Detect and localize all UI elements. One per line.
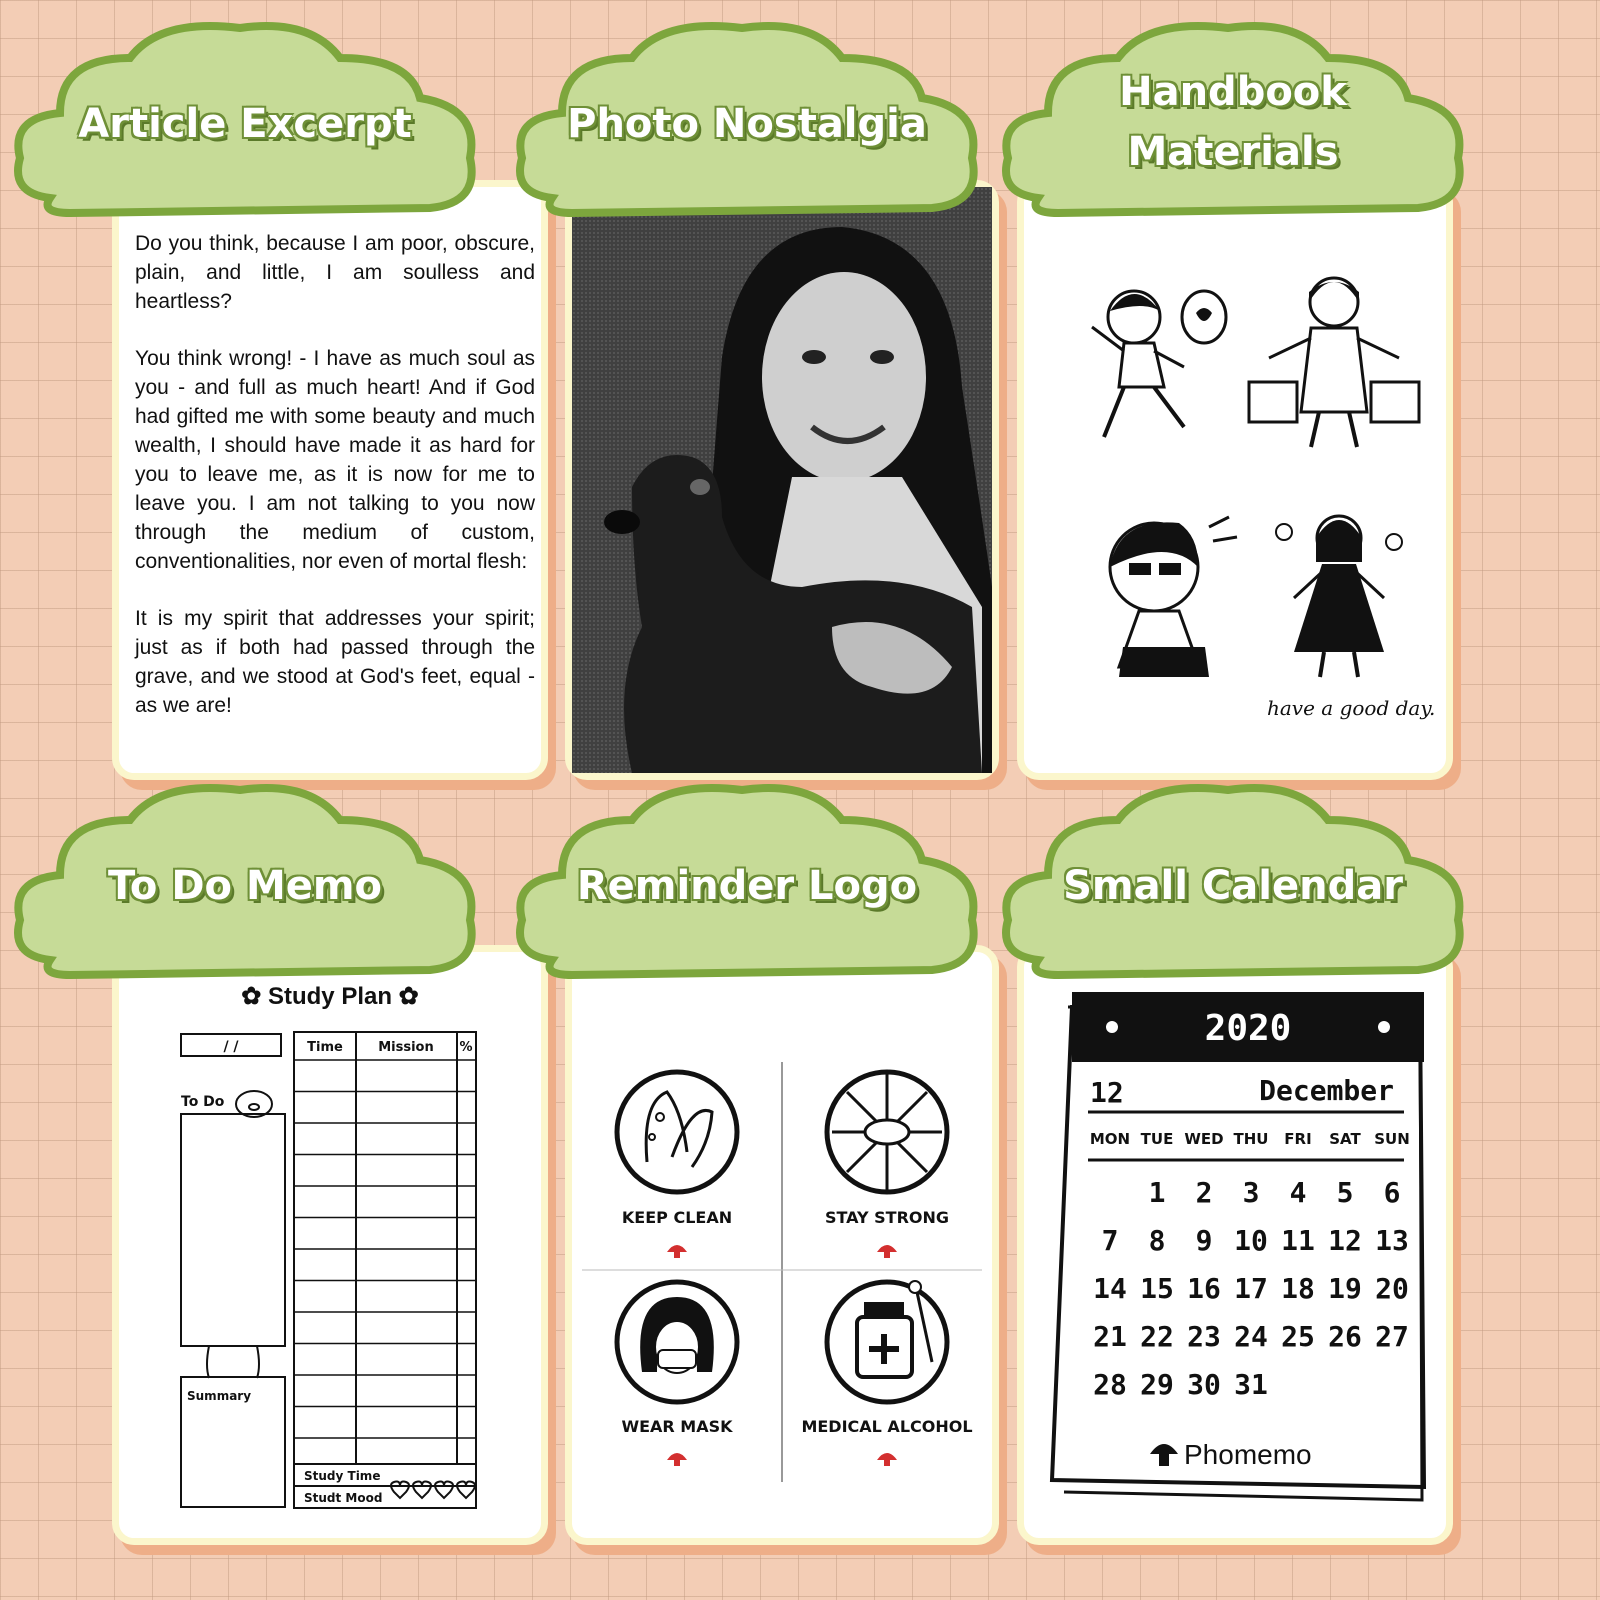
masked-woman-icon — [617, 1282, 737, 1402]
photo-girl-with-dog — [572, 187, 992, 773]
calendar-day: 28 — [1093, 1368, 1127, 1401]
stacked-hands-icon — [827, 1072, 947, 1192]
calendar-day: 4 — [1289, 1176, 1307, 1209]
todo-title: To Do Memo — [107, 863, 383, 909]
reminder-title: Reminder Logo — [576, 863, 918, 909]
calendar-ring-icon — [1378, 1021, 1390, 1033]
todo-title-cloud — [10, 780, 480, 990]
mood-hearts-icon — [391, 1482, 475, 1499]
doodle-girl-with-books-icon — [1249, 262, 1419, 462]
calendar-weekday: WED — [1184, 1130, 1224, 1148]
reminder-label: KEEP CLEAN — [621, 1208, 733, 1227]
article-panel — [112, 180, 548, 780]
calendar-day: 6 — [1383, 1176, 1401, 1209]
calendar-day: 27 — [1375, 1320, 1409, 1353]
calendar-day: 29 — [1140, 1368, 1174, 1401]
plan-table-rows — [294, 1060, 476, 1438]
calendar-day: 30 — [1187, 1368, 1221, 1401]
calendar-day: 1 — [1148, 1176, 1166, 1209]
calendar-day: 19 — [1328, 1272, 1362, 1305]
calendar-day: 18 — [1281, 1272, 1315, 1305]
handbook-title-line2: Materials — [1127, 129, 1339, 175]
calendar-brand: Phomemo — [1184, 1439, 1312, 1470]
calendar-title: Small Calendar — [1063, 863, 1403, 909]
reminder-grid — [572, 952, 992, 1538]
doodle-sunglasses-girl-icon — [1079, 507, 1249, 687]
calendar-day: 14 — [1093, 1272, 1127, 1305]
reminder-panel — [565, 945, 999, 1545]
calendar-weekday: TUE — [1140, 1130, 1174, 1148]
study-time-label: Study Time — [304, 1469, 381, 1483]
col-time-label: Time — [307, 1040, 343, 1055]
article-title: Article Excerpt — [78, 101, 412, 147]
handbook-title-line1: Handbook — [1119, 69, 1347, 115]
calendar-weekday: SUN — [1374, 1130, 1410, 1148]
calendar-day: 15 — [1140, 1272, 1174, 1305]
calendar-weekday: MON — [1089, 1130, 1131, 1148]
todo-panel — [112, 945, 548, 1545]
excerpt-paragraph: It is my spirit that addresses your spirit; just as if both had passed through the grave, and we stood at God's feet, equal - as we are! — [135, 607, 535, 717]
study-plan-title: ✿ Study Plan ✿ — [241, 983, 419, 1010]
calendar-month-number: 12 — [1090, 1076, 1124, 1109]
reminder-title-cloud — [512, 780, 982, 990]
calendar-day: 31 — [1234, 1368, 1268, 1401]
summary-label: Summary — [187, 1389, 252, 1403]
calendar-day: 17 — [1234, 1272, 1268, 1305]
calendar-day: 21 — [1093, 1320, 1127, 1353]
photo-panel — [565, 180, 999, 780]
photo-title-cloud — [512, 18, 982, 228]
calendar-day: 20 — [1375, 1272, 1409, 1305]
calendar-day: 7 — [1101, 1224, 1119, 1257]
reminder-label: STAY STRONG — [824, 1208, 950, 1227]
handbook-title-cloud — [998, 18, 1468, 228]
handbook-panel — [1017, 180, 1453, 780]
calendar-panel — [1017, 945, 1453, 1545]
col-mission-label: Mission — [378, 1040, 434, 1055]
doodle-running-girl-icon — [1074, 267, 1244, 467]
calendar-day: 2 — [1195, 1176, 1213, 1209]
excerpt-paragraph: You think wrong! - I have as much soul as you - and full as much heart! And if God had gifted me with some beauty and much wealth, I should have made it as hard for you to leave me, as it is now for me to leave you. I am not talking to you now through the medium of custom, conventionalities, nor even of mortal flesh: — [135, 347, 535, 573]
calendar-weekday: SAT — [1329, 1130, 1361, 1148]
col-percent-label: % — [459, 1040, 473, 1055]
study-plan-sheet — [119, 952, 539, 1505]
calendar-day: 10 — [1234, 1224, 1268, 1257]
reminder-label: WEAR MASK — [621, 1417, 733, 1436]
study-plan-title-text: Study Plan — [267, 983, 393, 1010]
calendar-day: 23 — [1187, 1320, 1221, 1353]
handwritten-caption — [1259, 687, 1459, 727]
reminder-label: MEDICAL ALCOHOL — [801, 1417, 973, 1436]
calendar-weekday: FRI — [1284, 1130, 1312, 1148]
calendar-month-name: December — [1259, 1074, 1394, 1107]
article-excerpt-text — [135, 229, 535, 748]
calendar-title-cloud — [998, 780, 1468, 990]
todo-label: To Do — [181, 1094, 225, 1110]
study-mood-label: Studt Mood — [304, 1491, 383, 1505]
calendar-year: 2020 — [1204, 1008, 1292, 1049]
calendar-sheet — [1024, 952, 1446, 1538]
calendar-day: 24 — [1234, 1320, 1268, 1353]
calendar-day: 12 — [1328, 1224, 1362, 1257]
photo-title: Photo Nostalgia — [567, 101, 927, 147]
calendar-day: 25 — [1281, 1320, 1315, 1353]
calendar-day: 16 — [1187, 1272, 1221, 1305]
article-title-cloud — [10, 18, 480, 228]
caption-text: have a good day. — [1267, 696, 1436, 720]
calendar-day: 26 — [1328, 1320, 1362, 1353]
calendar-ring-icon — [1106, 1021, 1118, 1033]
calendar-day: 22 — [1140, 1320, 1174, 1353]
calendar-day: 11 — [1281, 1224, 1315, 1257]
date-placeholder: / / — [223, 1039, 239, 1055]
calendar-weekday: THU — [1233, 1130, 1269, 1148]
excerpt-paragraph: Do you think, because I am poor, obscure, plain, and little, I am soulless and heartless? — [135, 232, 535, 313]
doodle-angry-girl-icon — [1254, 502, 1424, 692]
calendar-day: 9 — [1195, 1224, 1213, 1257]
hand-washing-icon — [617, 1072, 737, 1192]
calendar-day: 5 — [1336, 1176, 1354, 1209]
calendar-day: 3 — [1242, 1176, 1260, 1209]
alcohol-bottle-icon — [827, 1281, 947, 1402]
calendar-day: 8 — [1148, 1224, 1166, 1257]
calendar-day: 13 — [1375, 1224, 1409, 1257]
